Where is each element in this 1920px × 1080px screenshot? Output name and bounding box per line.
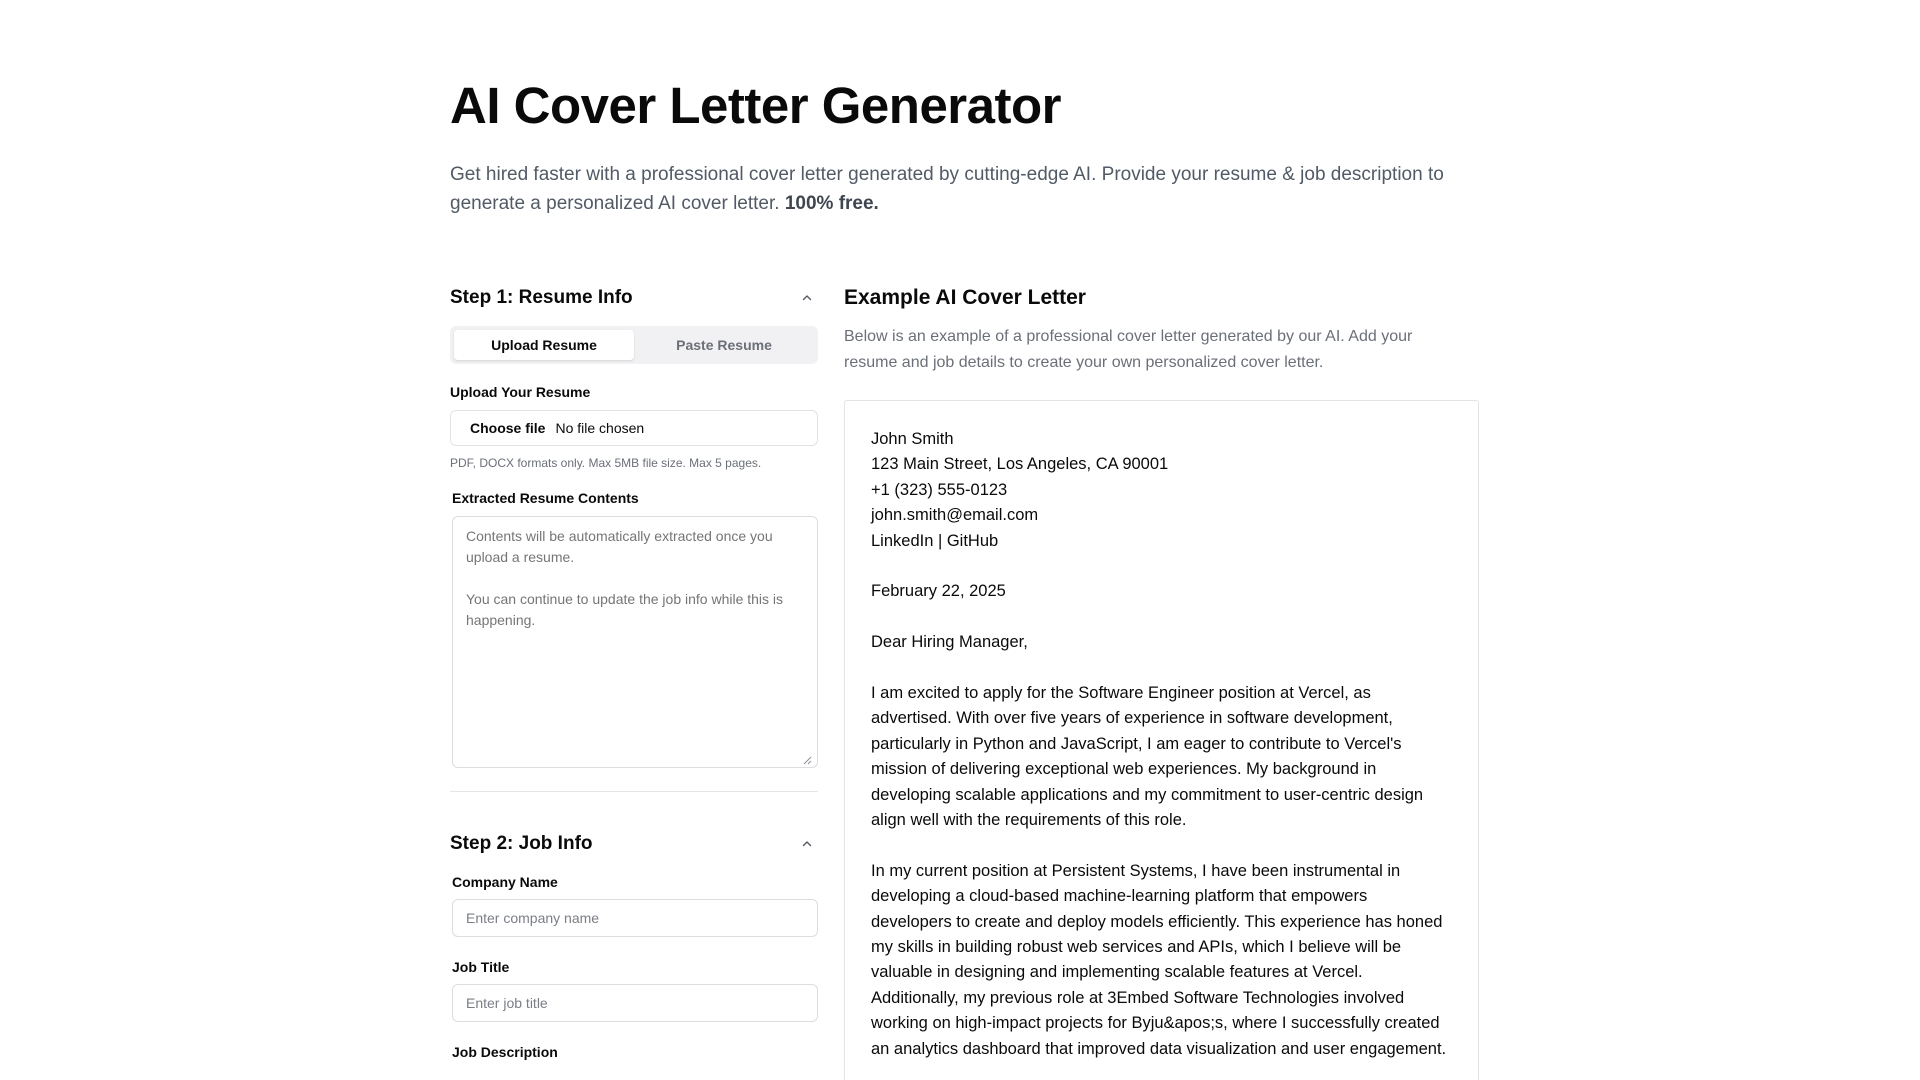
section-divider bbox=[450, 791, 818, 792]
tab-upload-resume[interactable]: Upload Resume bbox=[454, 330, 634, 360]
letter-phone: +1 (323) 555-0123 bbox=[871, 480, 1008, 499]
letter-name: John Smith bbox=[871, 430, 954, 448]
upload-resume-label: Upload Your Resume bbox=[450, 384, 591, 400]
spacer bbox=[871, 833, 1452, 858]
file-format-hint: PDF, DOCX formats only. Max 5MB file size. Max 5 pages. bbox=[450, 456, 762, 470]
choose-file-button[interactable]: Choose file bbox=[470, 420, 546, 436]
letter-email: john.smith@email.com bbox=[871, 506, 1039, 525]
letter-salutation: Dear Hiring Manager, bbox=[871, 633, 1028, 652]
page-header bbox=[450, 74, 1480, 218]
spacer bbox=[871, 605, 1452, 630]
step1-title: Step 1: Resume Info bbox=[450, 287, 633, 308]
letter-address: 123 Main Street, Los Angeles, CA 90001 bbox=[871, 455, 1169, 474]
intro-text: Get hired faster with a professional cover letter generated by cutting-edge AI. Provide your resume & job description to generate a personalized AI cover letter. bbox=[450, 164, 1444, 214]
company-name-input[interactable] bbox=[452, 899, 818, 937]
step1-header[interactable] bbox=[450, 282, 818, 314]
page-intro bbox=[450, 160, 1450, 218]
chevron-up-icon[interactable] bbox=[800, 291, 814, 305]
tab-paste-resume[interactable]: Paste Resume bbox=[676, 337, 772, 353]
letter-paragraph-2: In my current position at Persistent Systems, I have been instrumental in developing a cloud-based machine-learning platform that empowers developers to create and deploy models efficiently. This experience has honed my skills in building robust web services and APIs, which I believe will be valuable in designing and implementing scalable features at Vercel. Additionally, my previous role at 3Embed Software Technologies involved working on high-impact projects for Byju&apos;s, where I successfully created an analytics dashboard that improved data visualization and user engagement. bbox=[871, 861, 1447, 1058]
main-columns bbox=[450, 282, 1480, 1080]
resume-tabs bbox=[450, 326, 818, 364]
company-name-label: Company Name bbox=[452, 874, 558, 890]
resize-handle-icon[interactable] bbox=[803, 756, 812, 765]
letter-links: LinkedIn | GitHub bbox=[871, 531, 999, 550]
extracted-resume-textarea[interactable] bbox=[452, 516, 818, 768]
intro-bold: 100% free. bbox=[784, 193, 879, 214]
resume-file-input[interactable] bbox=[450, 410, 818, 446]
step2-title: Step 2: Job Info bbox=[450, 833, 593, 854]
job-description-label: Job Description bbox=[452, 1044, 558, 1060]
step2-header[interactable] bbox=[450, 828, 818, 860]
letter-date: February 22, 2025 bbox=[871, 582, 1006, 601]
spacer bbox=[871, 656, 1452, 681]
example-title: Example AI Cover Letter bbox=[844, 286, 1086, 309]
spacer bbox=[871, 554, 1452, 579]
job-title-input[interactable] bbox=[452, 984, 818, 1022]
form-column bbox=[450, 282, 818, 1060]
letter-paragraph-1: I am excited to apply for the Software Engineer position at Vercel, as advertised. With over five years of experience in software development, particularly in Python and JavaScript, I am eager to contribute to Vercel's mission of delivering exceptional web experiences. My background in developing scalable applications and my commitment to user-centric design align well with the requirements of this role. bbox=[871, 684, 1424, 830]
example-column bbox=[844, 282, 1479, 1080]
extracted-resume-label: Extracted Resume Contents bbox=[452, 490, 639, 506]
extracted-resume-wrapper bbox=[450, 506, 818, 773]
page-title: AI Cover Letter Generator bbox=[450, 77, 1062, 134]
job-title-label: Job Title bbox=[452, 959, 510, 975]
file-status: No file chosen bbox=[555, 420, 645, 436]
example-cover-letter bbox=[844, 400, 1479, 1080]
example-description: Below is an example of a professional cover letter generated by our AI. Add your resume and job details to create your own personalized cover letter. bbox=[844, 328, 1413, 371]
chevron-up-icon[interactable] bbox=[800, 837, 814, 851]
